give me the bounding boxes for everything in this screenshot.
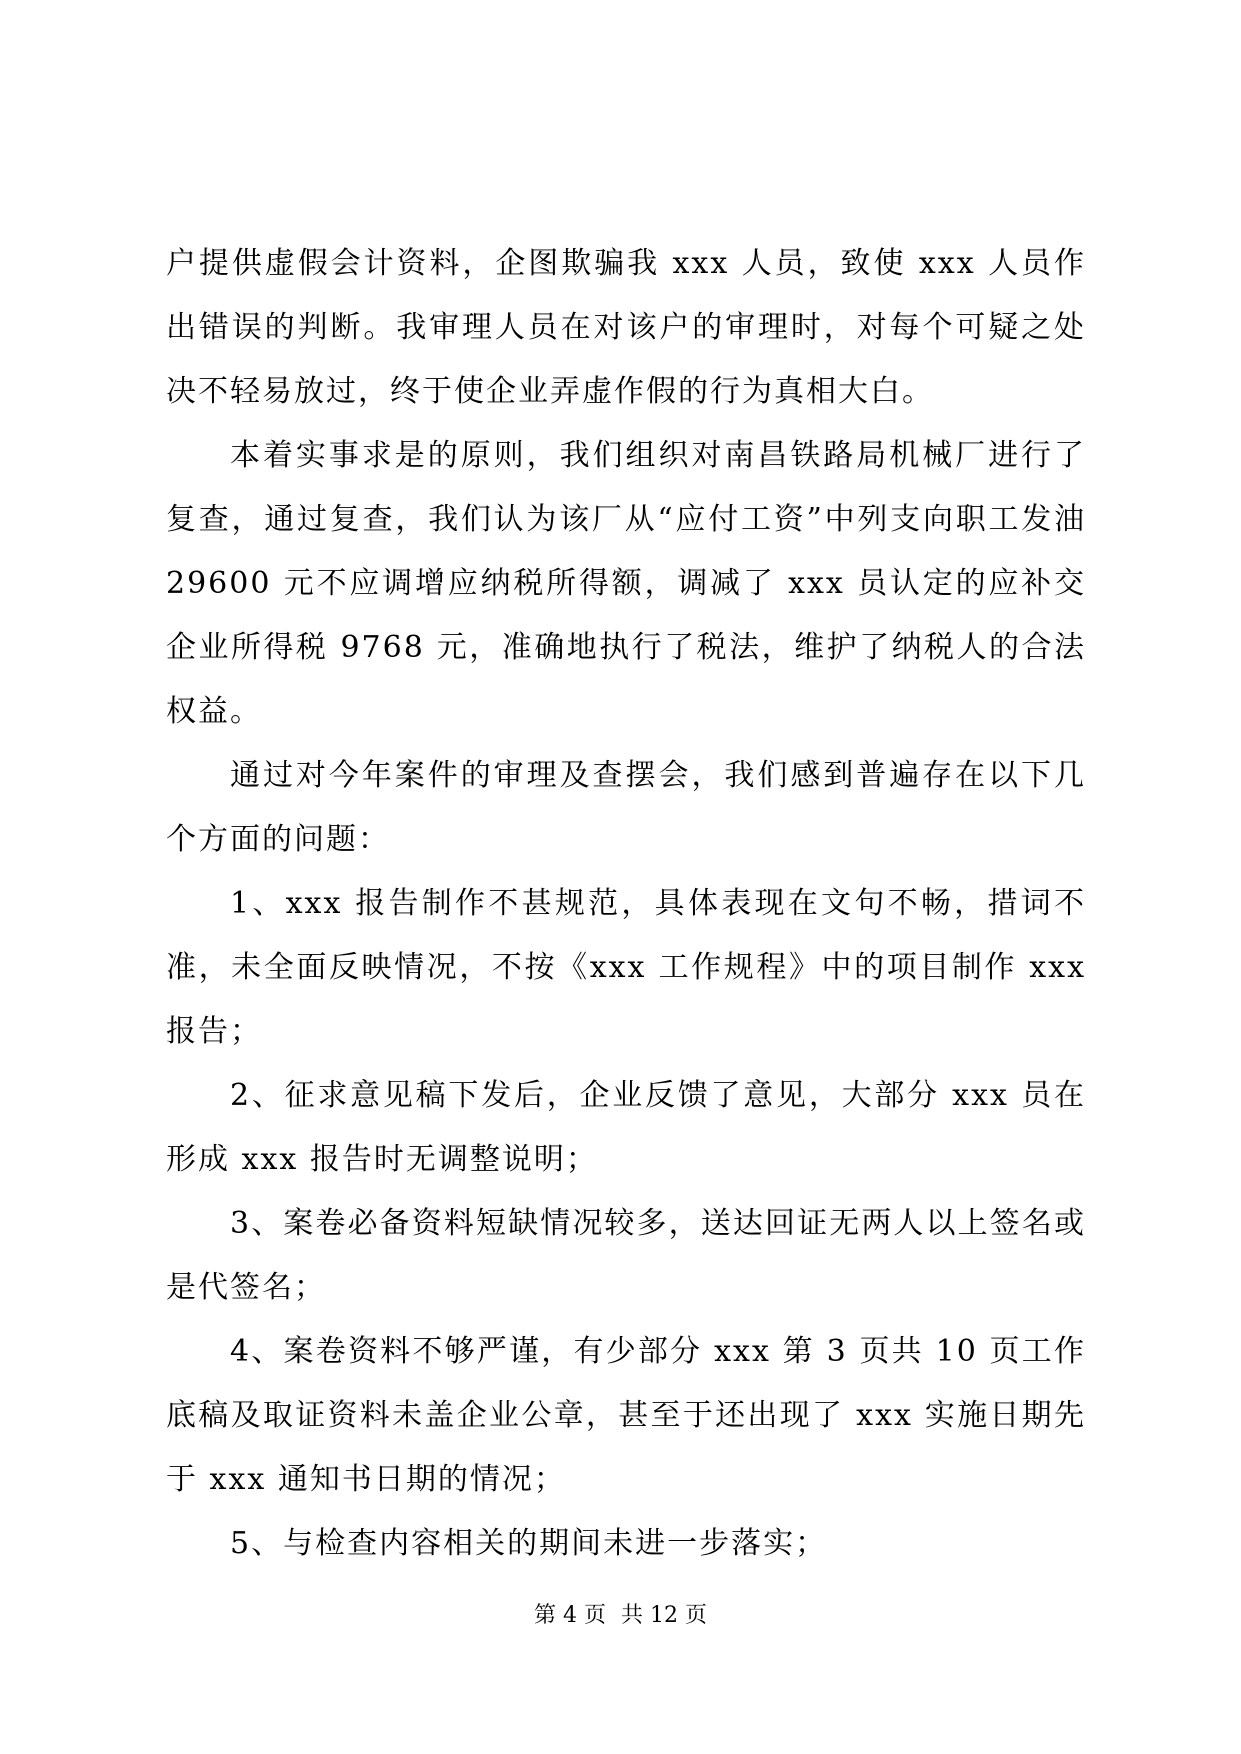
list-item-1: 1、xxx 报告制作不甚规范，具体表现在文句不畅，措词不准，未全面反映情况，不按《xxx 工作规程》中的项目制作 xxx 报告； [166,886,1086,1049]
page-number-total: 共 12 页 [621,1603,707,1628]
list-item-2: 2、征求意见稿下发后，企业反馈了意见，大部分 xxx 员在形成 xxx 报告时无调整说明； [166,1078,1086,1177]
list-item-3: 3、案卷必备资料短缺情况较多，送达回证无两人以上签名或是代签名； [166,1206,1086,1305]
paragraph-recheck: 本着实事求是的原则，我们组织对南昌铁路局机械厂进行了复查，通过复查，我们认为该厂从“应付工资”中列支向职工发油 29600 元不应调增应纳税所得额，调减了 xxx 员认定的应补交企业所得税 9768 元，准确地执行了税法，维护了纳税人的合法权益。 [166,438,1086,729]
page-footer [0,1598,1241,1629]
list-item-5: 5、与检查内容相关的期间未进一步落实； [230,1526,828,1561]
page-number-current: 第 4 页 [534,1603,606,1628]
list-item-4: 4、案卷资料不够严谨，有少部分 xxx 第 3 页共 10 页工作底稿及取证资料未盖企业公章，甚至于还出现了 xxx 实施日期先于 xxx 通知书日期的情况； [166,1334,1086,1497]
paragraph-problems-intro: 通过对今年案件的审理及查摆会，我们感到普遍存在以下几个方面的问题： [166,758,1086,857]
paragraph-continued: 户提供虚假会计资料，企图欺骗我 xxx 人员，致使 xxx 人员作出错误的判断。我审理人员在对该户的审理时，对每个可疑之处决不轻易放过，终于使企业弄虚作假的行为真相大白。 [166,246,1086,409]
document-body [166,232,1086,1576]
